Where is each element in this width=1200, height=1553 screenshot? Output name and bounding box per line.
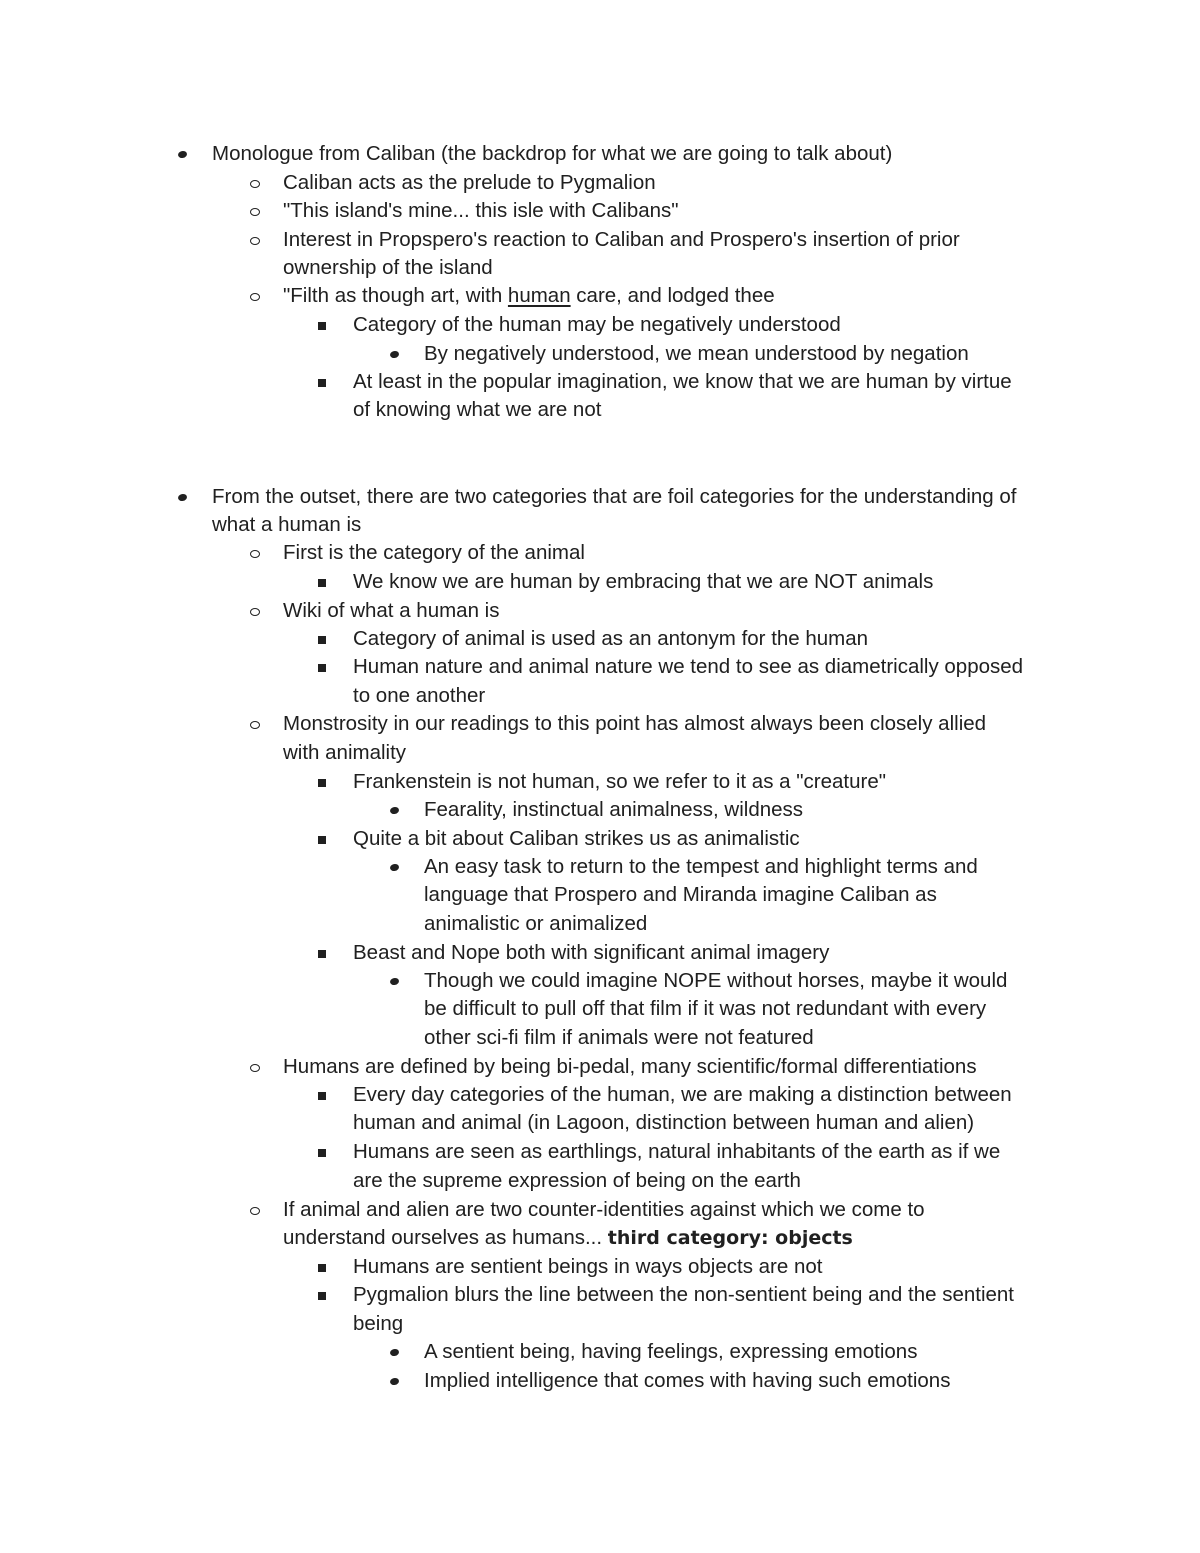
disc-bullet-icon	[389, 1377, 399, 1386]
note-line: are the supreme expression of being on the earth	[353, 1169, 801, 1192]
disc-bullet-icon	[389, 350, 399, 359]
circle-bullet-icon	[250, 550, 260, 558]
note-line: Humans are seen as earthlings, natural inhabitants of the earth as if we	[353, 1140, 1001, 1163]
disc-bullet-icon	[389, 863, 399, 872]
note-line: Caliban acts as the prelude to Pygmalion	[283, 171, 656, 194]
note-line	[283, 282, 775, 311]
disc-bullet-icon	[389, 977, 399, 986]
square-bullet-icon	[318, 1092, 326, 1100]
circle-bullet-icon	[250, 237, 260, 245]
note-line: If animal and alien are two counter-identities against which we come to	[283, 1198, 925, 1221]
note-line: be difficult to pull off that film if it was not redundant with every	[424, 997, 987, 1020]
note-text: understand ourselves as humans...	[283, 1226, 608, 1249]
note-line: being	[353, 1312, 404, 1335]
circle-bullet-icon	[250, 721, 260, 729]
square-bullet-icon	[318, 1264, 326, 1272]
note-line: Monstrosity in our readings to this point has almost always been closely allied	[283, 712, 987, 735]
note-line: Fearality, instinctual animalness, wildness	[424, 798, 804, 821]
note-line: language that Prospero and Miranda imagine Caliban as	[424, 883, 937, 906]
note-line: to one another	[353, 684, 486, 707]
circle-bullet-icon	[250, 208, 260, 216]
square-bullet-icon	[318, 579, 326, 587]
note-line: what a human is	[212, 513, 362, 536]
note-line: Beast and Nope both with significant animal imagery	[353, 941, 830, 964]
disc-bullet-icon	[177, 150, 187, 159]
circle-bullet-icon	[250, 293, 260, 301]
circle-bullet-icon	[250, 1207, 260, 1215]
square-bullet-icon	[318, 950, 326, 958]
square-bullet-icon	[318, 636, 326, 644]
square-bullet-icon	[318, 836, 326, 844]
note-line: At least in the popular imagination, we know that we are human by virtue	[353, 370, 1012, 393]
note-line: A sentient being, having feelings, expressing emotions	[424, 1340, 918, 1363]
note-line: Interest in Propspero's reaction to Caliban and Prospero's insertion of prior	[283, 228, 960, 251]
note-line: of knowing what we are not	[353, 398, 602, 421]
note-text: care, and lodged thee	[570, 284, 775, 307]
note-line: By negatively understood, we mean understood by negation	[424, 342, 969, 365]
note-line: Though we could imagine NOPE without horses, maybe it would	[424, 969, 1008, 992]
square-bullet-icon	[318, 1149, 326, 1157]
square-bullet-icon	[318, 664, 326, 672]
note-line: Category of animal is used as an antonym for the human	[353, 627, 869, 650]
note-line: Humans are sentient beings in ways objects are not	[353, 1255, 823, 1278]
disc-bullet-icon	[389, 1348, 399, 1357]
square-bullet-icon	[318, 779, 326, 787]
disc-bullet-icon	[177, 493, 187, 502]
note-line: Humans are defined by being bi-pedal, many scientific/formal differentiations	[283, 1055, 977, 1078]
square-bullet-icon	[318, 379, 326, 387]
note-line: Frankenstein is not human, so we refer to it as a "creature"	[353, 770, 886, 793]
note-text: "Filth as though art, with	[283, 284, 508, 307]
note-line: "This island's mine... this isle with Calibans"	[283, 199, 679, 222]
note-line: Monologue from Caliban (the backdrop for what we are going to talk about)	[212, 142, 893, 165]
underlined-text: human	[507, 284, 571, 307]
note-line: An easy task to return to the tempest and highlight terms and	[424, 855, 978, 878]
note-line: Category of the human may be negatively understood	[353, 313, 841, 336]
square-bullet-icon	[318, 322, 326, 330]
note-line	[283, 1224, 853, 1253]
disc-bullet-icon	[389, 806, 399, 815]
note-line: with animality	[283, 741, 407, 764]
note-line: From the outset, there are two categories that are foil categories for the understanding of	[212, 485, 1017, 508]
note-line: Human nature and animal nature we tend to see as diametrically opposed	[353, 655, 1024, 678]
circle-bullet-icon	[250, 1064, 260, 1072]
note-line: Wiki of what a human is	[283, 599, 500, 622]
circle-bullet-icon	[250, 180, 260, 188]
note-line: Every day categories of the human, we are making a distinction between	[353, 1083, 1012, 1106]
note-line: ownership of the island	[283, 256, 493, 279]
bold-text: third category: objects	[607, 1227, 853, 1249]
note-line: We know we are human by embracing that we are NOT animals	[353, 570, 934, 593]
note-line: other sci-fi film if animals were not featured	[424, 1026, 814, 1049]
note-line: Quite a bit about Caliban strikes us as animalistic	[353, 827, 800, 850]
note-line: animalistic or animalized	[424, 912, 648, 935]
note-line: human and animal (in Lagoon, distinction between human and alien)	[353, 1111, 975, 1134]
note-line: Pygmalion blurs the line between the non-sentient being and the sentient	[353, 1283, 1015, 1306]
square-bullet-icon	[318, 1292, 326, 1300]
circle-bullet-icon	[250, 608, 260, 616]
note-line: First is the category of the animal	[283, 541, 585, 564]
note-line: Implied intelligence that comes with having such emotions	[424, 1369, 951, 1392]
